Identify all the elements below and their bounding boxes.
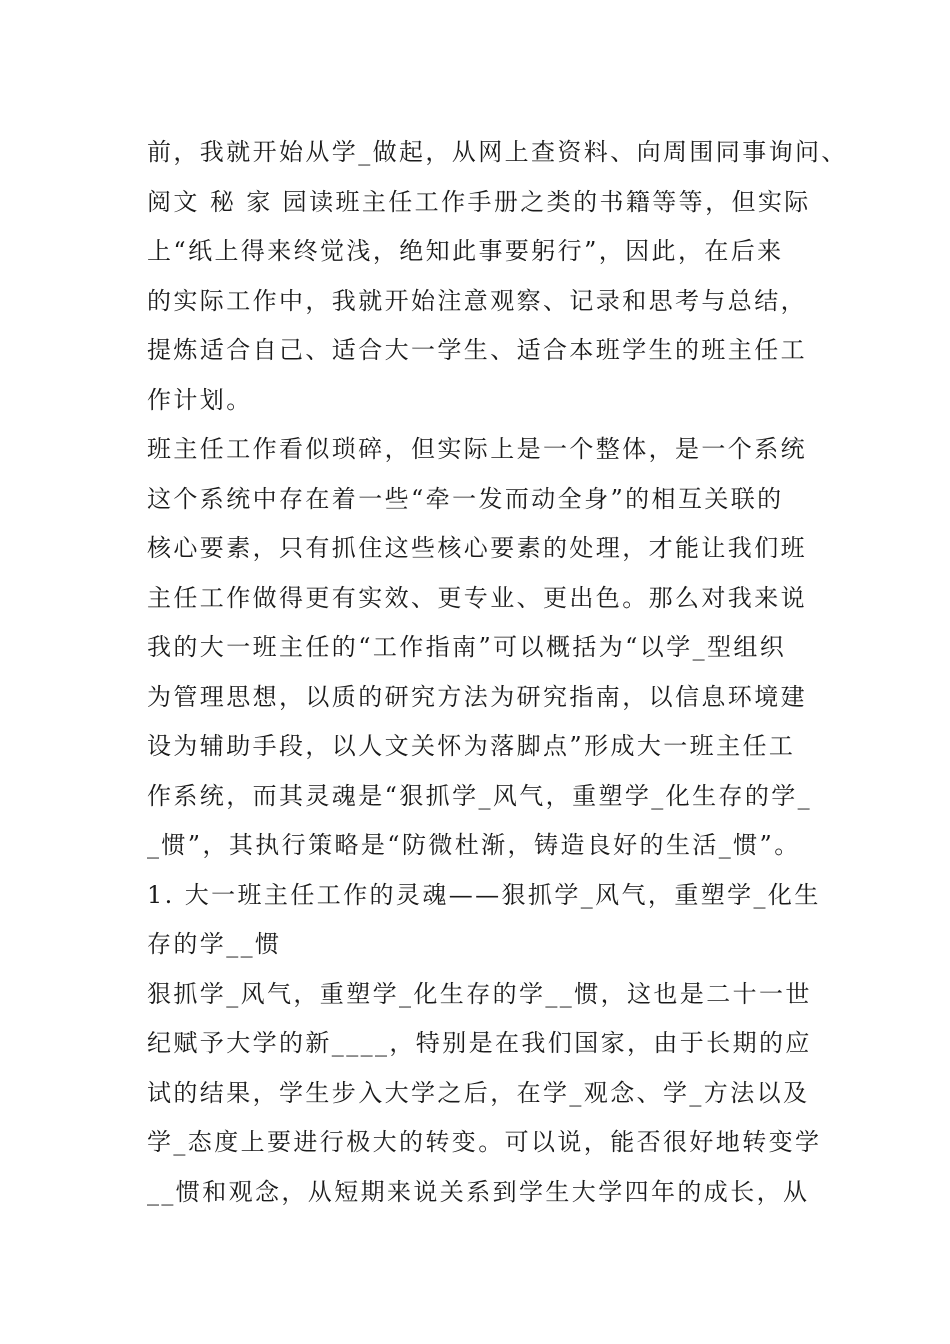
text-line: 提炼适合自己、适合大一学生、适合本班学生的班主任工 [147,336,807,364]
text-line: 作计划。 [147,385,253,414]
text-line: 为管理思想，以质的研究方法为研究指南，以信息环境建 [147,682,807,711]
text-line: 班主任工作看似琐碎，但实际上是一个整体，是一个系统 [147,435,807,463]
text-line: 主任工作做得更有实效、更专业、更出色。那么对我来说 [147,583,807,612]
text-line: 核心要素，只有抓住这些核心要素的处理，才能让我们班 [147,534,807,562]
document-body [147,128,848,1217]
text-line: 我的大一班主任的“工作指南”可以概括为“以学_型组织 [147,633,787,661]
section-heading-line: 1. 大一班主任工作的灵魂——狠抓学_风气，重塑学_化生 [147,880,821,909]
text-line: 纪赋予大学的新____，特别是在我们国家，由于长期的应 [147,1029,812,1057]
section-heading-line: 存的学__惯 [147,930,282,958]
text-line: 试的结果，学生步入大学之后，在学_观念、学_方法以及 [147,1078,810,1107]
text-line: _惯”，其执行策略是“防微杜渐，铸造良好的生活_惯”。 [147,831,801,859]
text-line: 阅文 秘 家 园读班主任工作手册之类的书籍等等，但实际 [147,187,811,216]
text-line: 设为辅助手段，以人文关怀为落脚点”形成大一班主任工 [147,732,796,760]
text-line: 作系统，而其灵魂是“狠抓学_风气，重塑学_化生存的学_ [147,781,813,810]
text-line: 学_态度上要进行极大的转变。可以说，能否很好地转变学 [147,1128,822,1156]
text-line: 狠抓学_风气，重塑学_化生存的学__惯，这也是二十一世 [147,979,812,1008]
text-line: 这个系统中存在着一些“牵一发而动全身”的相互关联的 [147,484,784,513]
text-line: 的实际工作中，我就开始注意观察、记录和思考与总结， [147,286,807,315]
text-line: 前，我就开始从学_做起，从网上查资料、向周围同事询问、 [147,138,848,166]
text-line: __惯和观念，从短期来说关系到学生大学四年的成长，从 [147,1177,810,1206]
text-line: 上“纸上得来终觉浅，绝知此事要躬行”，因此，在后来 [147,237,784,265]
